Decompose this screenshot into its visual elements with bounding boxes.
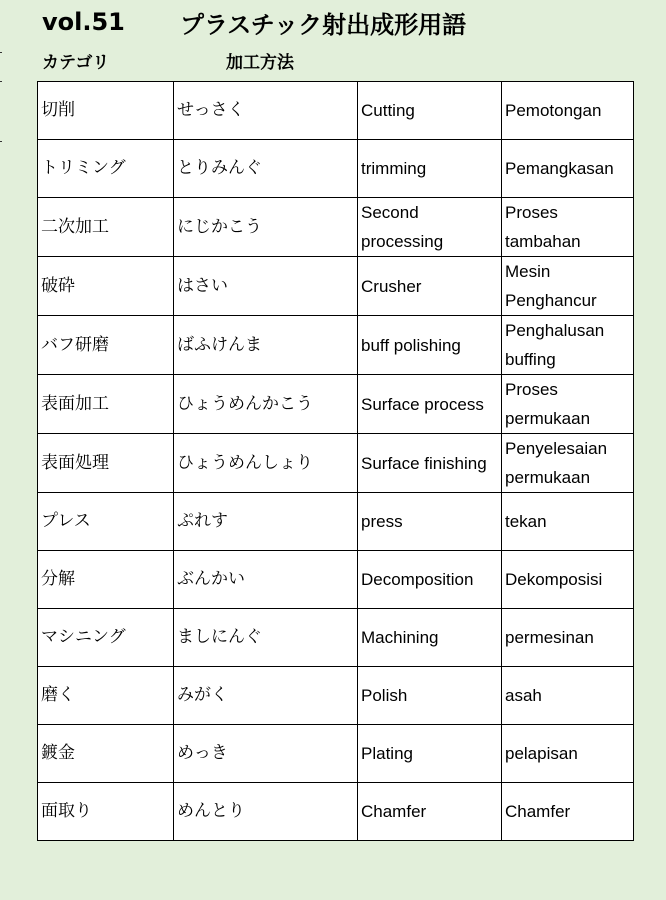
term-reading-cell: ましにんぐ <box>174 609 358 667</box>
term-reading-cell: ばふけんま <box>174 316 358 375</box>
term-indonesian-cell: Proses permukaan <box>502 375 634 434</box>
term-reading-cell: ひょうめんかこう <box>174 375 358 434</box>
table-row <box>38 551 634 609</box>
term-kanji-cell: 磨く <box>38 667 174 725</box>
table-row <box>38 316 634 375</box>
table-row <box>38 82 634 140</box>
term-kanji-cell: 面取り <box>38 783 174 841</box>
term-kanji-cell: 表面処理 <box>38 434 174 493</box>
term-indonesian-cell: Mesin Penghancur <box>502 257 634 316</box>
term-english-cell: Polish <box>358 667 502 725</box>
table-row <box>38 257 634 316</box>
term-indonesian-cell: Chamfer <box>502 783 634 841</box>
table-row <box>38 140 634 198</box>
term-kanji-cell: 破砕 <box>38 257 174 316</box>
term-reading-cell: みがく <box>174 667 358 725</box>
term-reading-cell: めっき <box>174 725 358 783</box>
term-indonesian-cell: asah <box>502 667 634 725</box>
term-english-cell: Crusher <box>358 257 502 316</box>
table-row <box>38 609 634 667</box>
page-title <box>42 4 466 40</box>
edge-mark <box>0 141 2 142</box>
term-english-cell: Surface finishing <box>358 434 502 493</box>
edge-mark <box>0 81 2 82</box>
title-text: プラスチック射出成形用語 <box>180 10 467 39</box>
table-row <box>38 493 634 551</box>
term-kanji-cell: プレス <box>38 493 174 551</box>
table-row <box>38 783 634 841</box>
term-indonesian-cell: Dekomposisi <box>502 551 634 609</box>
term-kanji-cell: 切削 <box>38 82 174 140</box>
volume-number: vol.51 <box>42 8 125 36</box>
table-row <box>38 434 634 493</box>
term-english-cell: Machining <box>358 609 502 667</box>
term-english-cell: Surface process <box>358 375 502 434</box>
category-label: カテゴリ <box>42 52 110 73</box>
term-english-cell: Second processing <box>358 198 502 257</box>
category-line <box>42 47 294 73</box>
term-reading-cell: めんとり <box>174 783 358 841</box>
edge-mark <box>0 52 2 53</box>
table-row <box>38 375 634 434</box>
term-reading-cell: ひょうめんしょり <box>174 434 358 493</box>
term-reading-cell: ぷれす <box>174 493 358 551</box>
term-kanji-cell: 鍍金 <box>38 725 174 783</box>
term-indonesian-cell: tekan <box>502 493 634 551</box>
term-english-cell: trimming <box>358 140 502 198</box>
term-indonesian-cell: Pemotongan <box>502 82 634 140</box>
table-row <box>38 667 634 725</box>
term-kanji-cell: バフ研磨 <box>38 316 174 375</box>
term-english-cell: Chamfer <box>358 783 502 841</box>
term-kanji-cell: 表面加工 <box>38 375 174 434</box>
term-english-cell: press <box>358 493 502 551</box>
term-indonesian-cell: Pemangkasan <box>502 140 634 198</box>
term-reading-cell: はさい <box>174 257 358 316</box>
term-indonesian-cell: permesinan <box>502 609 634 667</box>
term-indonesian-cell: Penghalusan buffing <box>502 316 634 375</box>
term-kanji-cell: マシニング <box>38 609 174 667</box>
term-english-cell: Plating <box>358 725 502 783</box>
term-indonesian-cell: Penyelesaian permukaan <box>502 434 634 493</box>
term-kanji-cell: 分解 <box>38 551 174 609</box>
term-reading-cell: ぶんかい <box>174 551 358 609</box>
term-kanji-cell: トリミング <box>38 140 174 198</box>
term-english-cell: Cutting <box>358 82 502 140</box>
term-reading-cell: とりみんぐ <box>174 140 358 198</box>
category-value: 加工方法 <box>226 52 294 73</box>
term-indonesian-cell: pelapisan <box>502 725 634 783</box>
table-row <box>38 198 634 257</box>
term-kanji-cell: 二次加工 <box>38 198 174 257</box>
term-english-cell: Decomposition <box>358 551 502 609</box>
term-reading-cell: せっさく <box>174 82 358 140</box>
term-english-cell: buff polishing <box>358 316 502 375</box>
term-indonesian-cell: Proses tambahan <box>502 198 634 257</box>
terms-table <box>37 81 634 841</box>
terms-table-body <box>38 82 634 841</box>
table-row <box>38 725 634 783</box>
term-reading-cell: にじかこう <box>174 198 358 257</box>
